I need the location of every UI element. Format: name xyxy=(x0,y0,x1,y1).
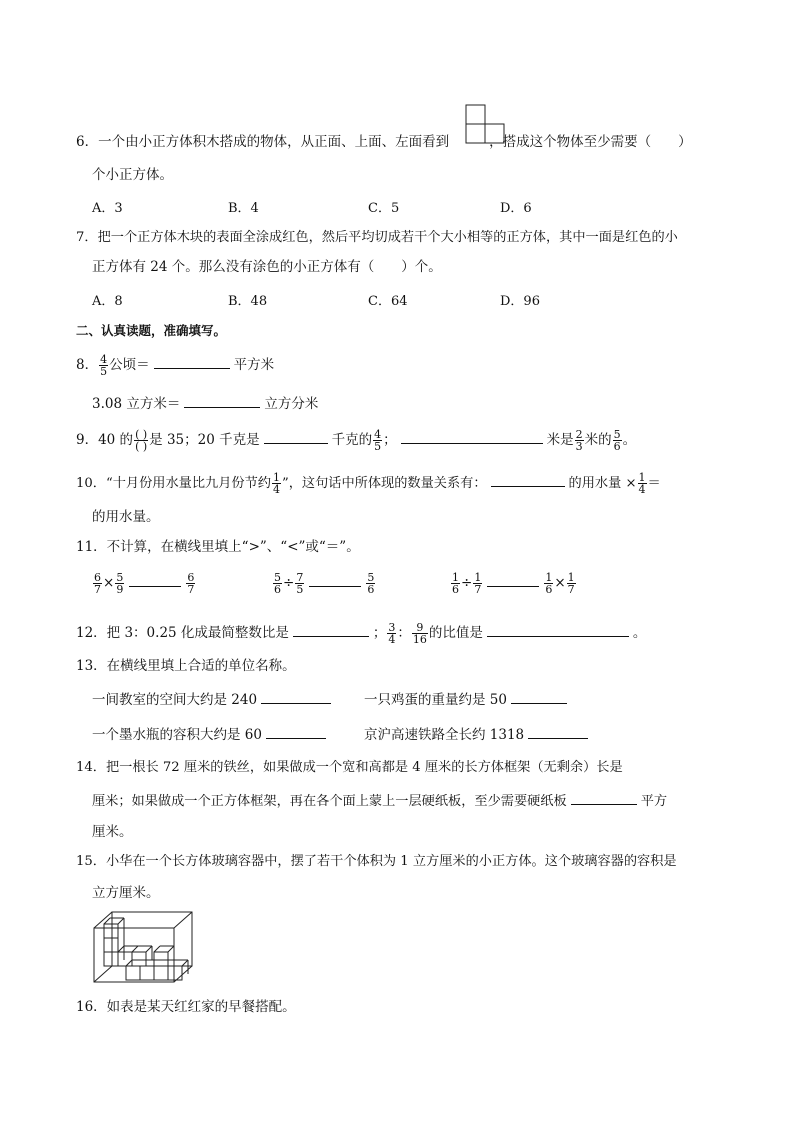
q7-option-d: D．96 xyxy=(500,294,540,309)
q8-blank-2[interactable] xyxy=(184,394,260,408)
q6-line-1 xyxy=(76,133,692,151)
q13-item-a xyxy=(92,690,335,709)
q6-view-figure xyxy=(465,104,505,144)
q11-blank-2[interactable] xyxy=(309,573,361,587)
q8-blank-1[interactable] xyxy=(154,355,230,369)
q13-title: 13．在横线里填上合适的单位名称。 xyxy=(76,658,296,674)
q10-fraction-1: $\frac{1}{4}$ xyxy=(272,471,280,496)
q8-line-2 xyxy=(92,394,318,413)
q11-e3-c: $\frac{1}{6}$ xyxy=(545,571,553,596)
q11-e2-a: $\frac{5}{6}$ xyxy=(274,571,281,596)
q9-fraction-2: $\frac{4}{5}$ xyxy=(374,428,382,453)
q12-blank-1[interactable] xyxy=(293,623,369,637)
q9-fraction-3: $\frac{2}{3}$ xyxy=(575,428,583,453)
q6-option-a: A．3 xyxy=(92,201,123,216)
q14-line-3: 厘米。 xyxy=(92,824,133,840)
q7-option-b: B．48 xyxy=(228,294,268,309)
q7-line-2: 正方体有 24 个。那么没有涂色的小正方体有（ ）个。 xyxy=(92,259,442,275)
q10-fraction-2: $\frac{1}{4}$ xyxy=(638,471,646,496)
q11-e3-a: $\frac{1}{6}$ xyxy=(452,571,459,596)
q10-text-3: 的用水量 × xyxy=(568,476,637,491)
q6-option-d: D．6 xyxy=(500,201,532,216)
q11-title: 11．不计算，在横线里填上“>”、“<”或“＝”。 xyxy=(76,539,360,555)
q11-e2-b: $\frac{7}{5}$ xyxy=(296,571,304,596)
q10-text-4: ＝ xyxy=(647,476,661,491)
q11-e1-c: $\frac{6}{7}$ xyxy=(187,571,195,596)
q10-blank-1[interactable] xyxy=(491,473,565,487)
q11-e1-b: $\frac{5}{9}$ xyxy=(116,571,124,596)
q9-text-1: 是 35；20 千克是 xyxy=(149,432,260,448)
q11-e3-op2: × xyxy=(554,575,566,591)
q8-unit-2: 平方米 xyxy=(233,357,275,373)
q6-option-b: B．4 xyxy=(228,201,259,216)
q8-prefix: 8． xyxy=(76,357,99,373)
q9-blank-2[interactable] xyxy=(401,430,543,444)
q12-text-4: 。 xyxy=(632,625,647,641)
q12-blank-2[interactable] xyxy=(487,623,629,637)
q12-fraction-1: $\frac{3}{4}$ xyxy=(388,621,396,646)
q15-line-2: 立方厘米。 xyxy=(92,885,160,901)
q13-blank-b[interactable] xyxy=(511,690,567,704)
q7-line-1: 7．把一个正方体木块的表面全涂成红色，然后平均切成若干个大小相等的正方体，其中一面是红色的小 xyxy=(76,230,678,245)
q9-text-2: 千克的 xyxy=(331,432,373,448)
q8-fraction: $\frac{4}{5}$ xyxy=(100,353,108,378)
q11-e2-op: ÷ xyxy=(283,575,295,591)
q11-blank-1[interactable] xyxy=(129,573,181,587)
q15-glass-container-figure xyxy=(92,910,196,984)
q16-line: 16．如表是某天红红家的早餐搭配。 xyxy=(76,999,296,1015)
q14-blank[interactable] xyxy=(571,791,637,805)
q8-line2-a: 3.08 立方米＝ xyxy=(92,396,181,412)
q9-text-3: ； xyxy=(383,432,397,448)
q14-line-2 xyxy=(92,791,667,811)
q15-line-1: 15．小华在一个长方体玻璃容器中，摆了若干个体积为 1 立方厘米的小正方体。这个玻璃容器的容积是 xyxy=(76,854,677,869)
q11-e1-a: $\frac{6}{7}$ xyxy=(94,571,101,596)
q13-d-text: 京沪高速铁路全长约 1318 xyxy=(364,727,525,743)
q10-line-2: 的用水量。 xyxy=(92,509,160,525)
q7-option-c: C．64 xyxy=(368,294,408,309)
q14-line2-a: 厘米；如果做成一个正方体框架，再在各个面上蒙上一层硬纸板，至少需要硬纸板 xyxy=(92,794,567,809)
q9-prefix: 9．40 的 xyxy=(76,432,134,448)
q9-blank-1[interactable] xyxy=(264,430,328,444)
q12-text-2: ； xyxy=(372,625,387,641)
q8-line-1 xyxy=(76,354,274,377)
q8-line2-b: 立方分米 xyxy=(264,396,319,412)
q9-text-4: 米是 xyxy=(546,432,574,448)
q13-item-b xyxy=(364,690,571,709)
q11-e1-op: × xyxy=(103,575,115,591)
q14-line-1: 14．把一根长 72 厘米的铁丝，如果做成一个宽和高都是 4 厘米的长方体框架（无剩余）长是 xyxy=(76,760,623,775)
q11-expr-3 xyxy=(450,572,577,595)
q13-blank-a[interactable] xyxy=(261,690,331,704)
q9-line xyxy=(76,429,636,452)
q10-text-1: 10．“十月份用水量比九月份节约 xyxy=(76,476,271,491)
q9-fraction-4: $\frac{5}{6}$ xyxy=(613,428,621,453)
q11-e3-op: ÷ xyxy=(461,575,473,591)
q9-text-5: 米的 xyxy=(584,432,612,448)
q7-option-a: A．8 xyxy=(92,294,123,309)
q11-expr-2 xyxy=(272,572,376,595)
q12-text-3: 的比值是 xyxy=(428,625,483,641)
q13-blank-d[interactable] xyxy=(528,725,588,739)
q6-option-c: C．5 xyxy=(368,201,400,216)
q8-unit-1: 公顷＝ xyxy=(109,357,150,373)
q6-text-a: 6．一个由小正方体积木搭成的物体，从正面、上面、左面看到 xyxy=(76,134,450,150)
q12-fraction-2: $\frac{9}{16}$ xyxy=(412,621,427,646)
q11-e3-b: $\frac{1}{7}$ xyxy=(474,571,482,596)
q13-a-text: 一间教室的空间大约是 240 xyxy=(92,692,258,708)
q13-item-d xyxy=(364,725,592,744)
q10-text-2: ”，这句话中所体现的数量关系有： xyxy=(281,476,487,491)
q11-e3-d: $\frac{1}{7}$ xyxy=(567,571,575,596)
q13-b-text: 一只鸡蛋的重量约是 50 xyxy=(364,692,507,708)
q11-blank-3[interactable] xyxy=(487,573,539,587)
q13-c-text: 一个墨水瓶的容积大约是 60 xyxy=(92,727,262,743)
q13-blank-c[interactable] xyxy=(266,725,326,739)
q9-fraction-1: $\frac{( )}{( )}$ xyxy=(135,428,148,453)
q12-colon: ： xyxy=(397,625,411,641)
section-2-title: 二、认真读题，准确填写。 xyxy=(76,323,227,338)
q11-expr-1 xyxy=(92,572,196,595)
q6-text-b: ，搭成这个物体至少需要（ ） xyxy=(489,134,692,150)
q9-text-6: 。 xyxy=(622,432,637,448)
q13-item-c xyxy=(92,725,330,744)
q11-e2-c: $\frac{5}{6}$ xyxy=(367,571,375,596)
q12-text-1: 12．把 3：0.25 化成最简整数比是 xyxy=(76,625,289,641)
q10-line-1 xyxy=(76,472,661,495)
q12-line xyxy=(76,622,646,645)
q6-line-2: 个小正方体。 xyxy=(92,167,173,183)
q14-line2-b: 平方 xyxy=(640,794,668,809)
